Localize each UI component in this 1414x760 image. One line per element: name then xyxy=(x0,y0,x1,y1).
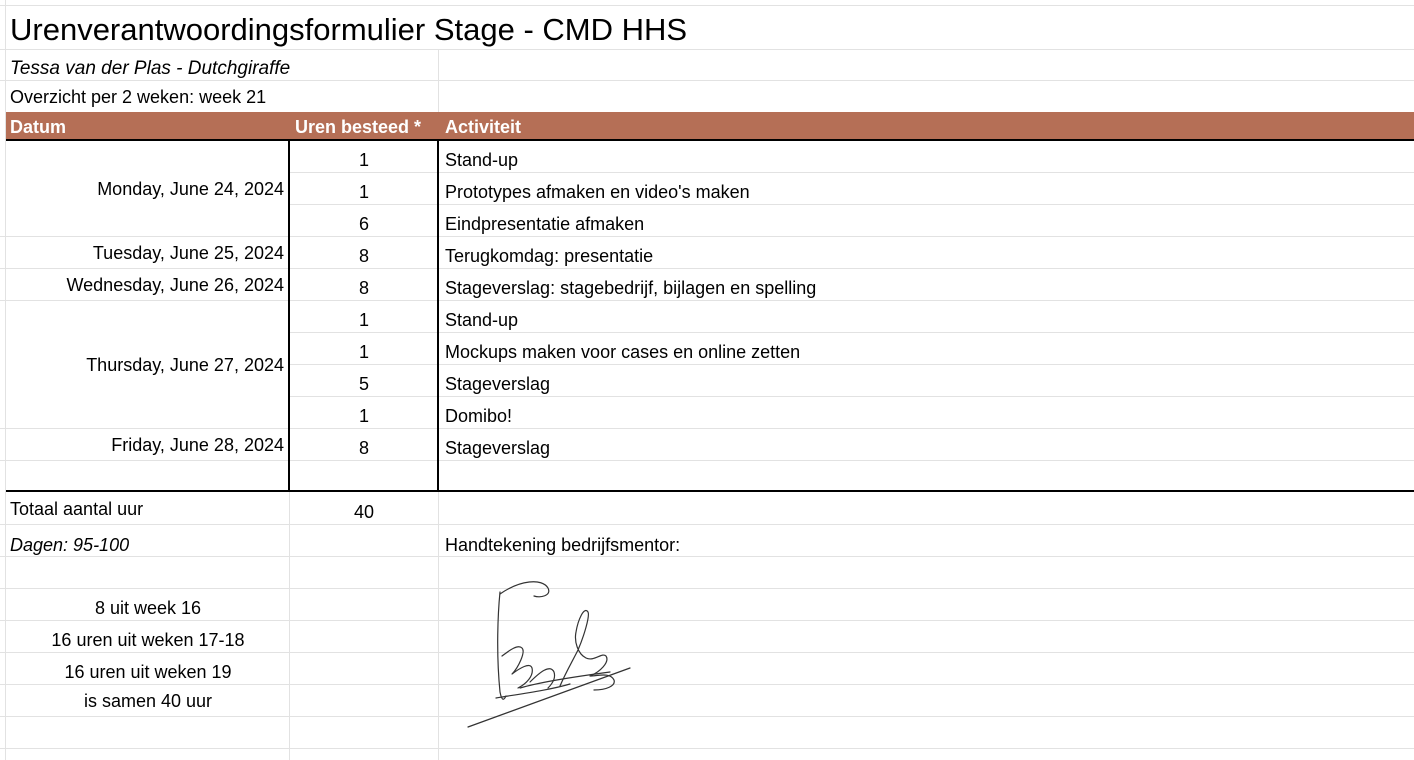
gridline xyxy=(290,332,1414,333)
gridline xyxy=(0,684,1414,685)
page-title: Urenverantwoordingsformulier Stage - CMD HHS xyxy=(10,12,688,47)
gridline xyxy=(290,364,1414,365)
gridline xyxy=(0,80,1414,81)
total-label: Totaal aantal uur xyxy=(10,499,144,519)
date-cell: Friday, June 28, 2024 xyxy=(111,435,284,455)
table-border-bottom xyxy=(6,490,1414,492)
gridline xyxy=(0,460,1414,461)
activity-cell: Stageverslag: stagebedrijf, bijlagen en spelling xyxy=(445,278,817,298)
activity-cell: Stageverslag xyxy=(445,374,551,394)
date-cell: Thursday, June 27, 2024 xyxy=(86,355,284,375)
activity-cell: Terugkomdag: presentatie xyxy=(445,246,654,266)
table-border-top xyxy=(6,139,1414,141)
hours-cell: 1 xyxy=(358,150,369,170)
activity-cell: Eindpresentatie afmaken xyxy=(445,214,645,234)
date-cell: Wednesday, June 26, 2024 xyxy=(66,275,284,295)
signature-label: Handtekening bedrijfsmentor: xyxy=(445,535,681,555)
signature-image xyxy=(460,572,640,732)
activity-cell: Stand-up xyxy=(445,150,519,170)
total-value: 40 xyxy=(353,502,375,522)
hours-cell: 6 xyxy=(358,214,369,234)
gridline xyxy=(0,428,1414,429)
note-line: 16 uren uit weken 17-18 xyxy=(51,630,245,650)
gridline xyxy=(0,268,1414,269)
gridline xyxy=(0,524,1414,525)
gridline xyxy=(0,620,1414,621)
note-line: is samen 40 uur xyxy=(83,691,213,711)
hours-cell: 8 xyxy=(358,438,369,458)
hours-cell: 1 xyxy=(358,182,369,202)
hours-cell: 1 xyxy=(358,342,369,362)
gridline xyxy=(0,300,1414,301)
gridline xyxy=(0,49,1414,50)
gridline xyxy=(290,172,1414,173)
table-header xyxy=(6,112,1414,140)
header-hours: Uren besteed * xyxy=(295,117,422,137)
gridline xyxy=(438,49,439,112)
gridline xyxy=(0,5,1414,6)
overview-label: Overzicht per 2 weken: week 21 xyxy=(10,87,267,107)
gridline xyxy=(0,652,1414,653)
hours-cell: 8 xyxy=(358,246,369,266)
student-name: Tessa van der Plas - Dutchgiraffe xyxy=(10,58,291,79)
days-label: Dagen: 95-100 xyxy=(10,535,130,555)
gridline xyxy=(0,748,1414,749)
activity-cell: Mockups maken voor cases en online zetten xyxy=(445,342,801,362)
gridline xyxy=(289,492,290,760)
activity-cell: Stageverslag xyxy=(445,438,551,458)
hours-cell: 8 xyxy=(358,278,369,298)
hours-cell: 1 xyxy=(358,310,369,330)
gridline xyxy=(290,396,1414,397)
date-cell: Tuesday, June 25, 2024 xyxy=(92,243,284,263)
note-line: 8 uit week 16 xyxy=(94,598,202,618)
header-activity: Activiteit xyxy=(445,117,522,137)
gridline xyxy=(0,236,1414,237)
activity-cell: Stand-up xyxy=(445,310,519,330)
activity-cell: Domibo! xyxy=(445,406,513,426)
hours-cell: 5 xyxy=(358,374,369,394)
gridline xyxy=(0,556,1414,557)
hours-cell: 1 xyxy=(358,406,369,426)
note-line: 16 uren uit weken 19 xyxy=(64,662,232,682)
gridline xyxy=(290,204,1414,205)
gridline xyxy=(0,716,1414,717)
activity-cell: Prototypes afmaken en video's maken xyxy=(445,182,750,202)
header-date: Datum xyxy=(10,117,67,137)
date-cell: Monday, June 24, 2024 xyxy=(97,179,284,199)
gridline xyxy=(438,492,439,760)
gridline xyxy=(0,588,1414,589)
